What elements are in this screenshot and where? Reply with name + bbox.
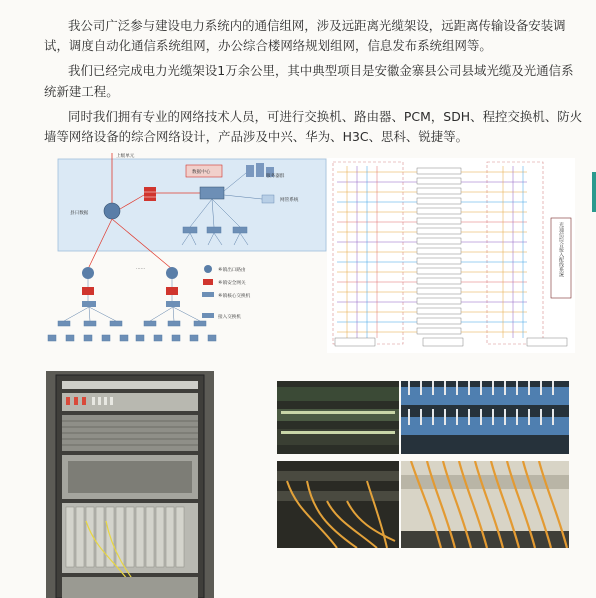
wiring-side-title: 光通信综合接入配线系统	[558, 222, 564, 277]
network-topology-diagram	[40, 153, 330, 348]
legend-item-3: 乡镇核心交换机	[218, 294, 251, 299]
patch-panel-photo-1	[277, 381, 399, 454]
label-top: 上级单元	[116, 154, 135, 159]
fiber-cabling-photo-2	[401, 461, 569, 548]
legend-item-4: 接入交换机	[218, 315, 241, 320]
label-ellipsis: ……	[136, 266, 146, 271]
equipment-cabinet-photo	[46, 371, 214, 598]
core-router-icon	[104, 203, 120, 219]
branch-site-right	[136, 267, 216, 341]
diagram-legend	[202, 265, 251, 320]
core-switch-icon	[200, 187, 224, 199]
firewall-icon	[144, 187, 156, 201]
network-mgmt-pc-icon	[262, 195, 274, 203]
intro-text	[44, 16, 584, 152]
legend-item-1: 乡镇出口路由	[218, 268, 246, 273]
legend-item-2: 乡镇安全网关	[218, 281, 246, 286]
patch-panel-photo-2	[401, 381, 569, 454]
label-red-box: 数据中心	[192, 170, 211, 175]
label-left-node: 县日数据	[70, 211, 89, 216]
paragraph-1: 我公司广泛参与建设电力系统内的通信组网，涉及远距离光缆架设，远距离传输设备安装调试，调度自动化通信系统组网，办公综合楼网络规划组网，信息发布系统组网等。	[44, 18, 566, 54]
label-servers: 服务器群	[266, 174, 285, 179]
label-network-mgmt: 网管系统	[280, 198, 299, 203]
cabling-wiring-diagram	[327, 158, 575, 353]
paragraph-2: 我们已经完成电力光缆架设1万余公里，其中典型项目是安徽金寨县公司县域光缆及光通信系统新建工程。	[44, 63, 574, 99]
fiber-cabling-photo-1	[277, 461, 399, 548]
paragraph-3: 同时我们拥有专业的网络技术人员，可进行交换机、路由器、PCM，SDH、程控交换机、防火墙等网络设备的综合网络设计，产品涉及中兴、华为、H3C、思科、锐捷等。	[44, 108, 583, 145]
branch-site-left	[48, 267, 128, 341]
patch-panel-stack	[417, 168, 461, 334]
edge-accent-strip	[592, 172, 596, 212]
wiring-side-title-box	[551, 218, 571, 298]
